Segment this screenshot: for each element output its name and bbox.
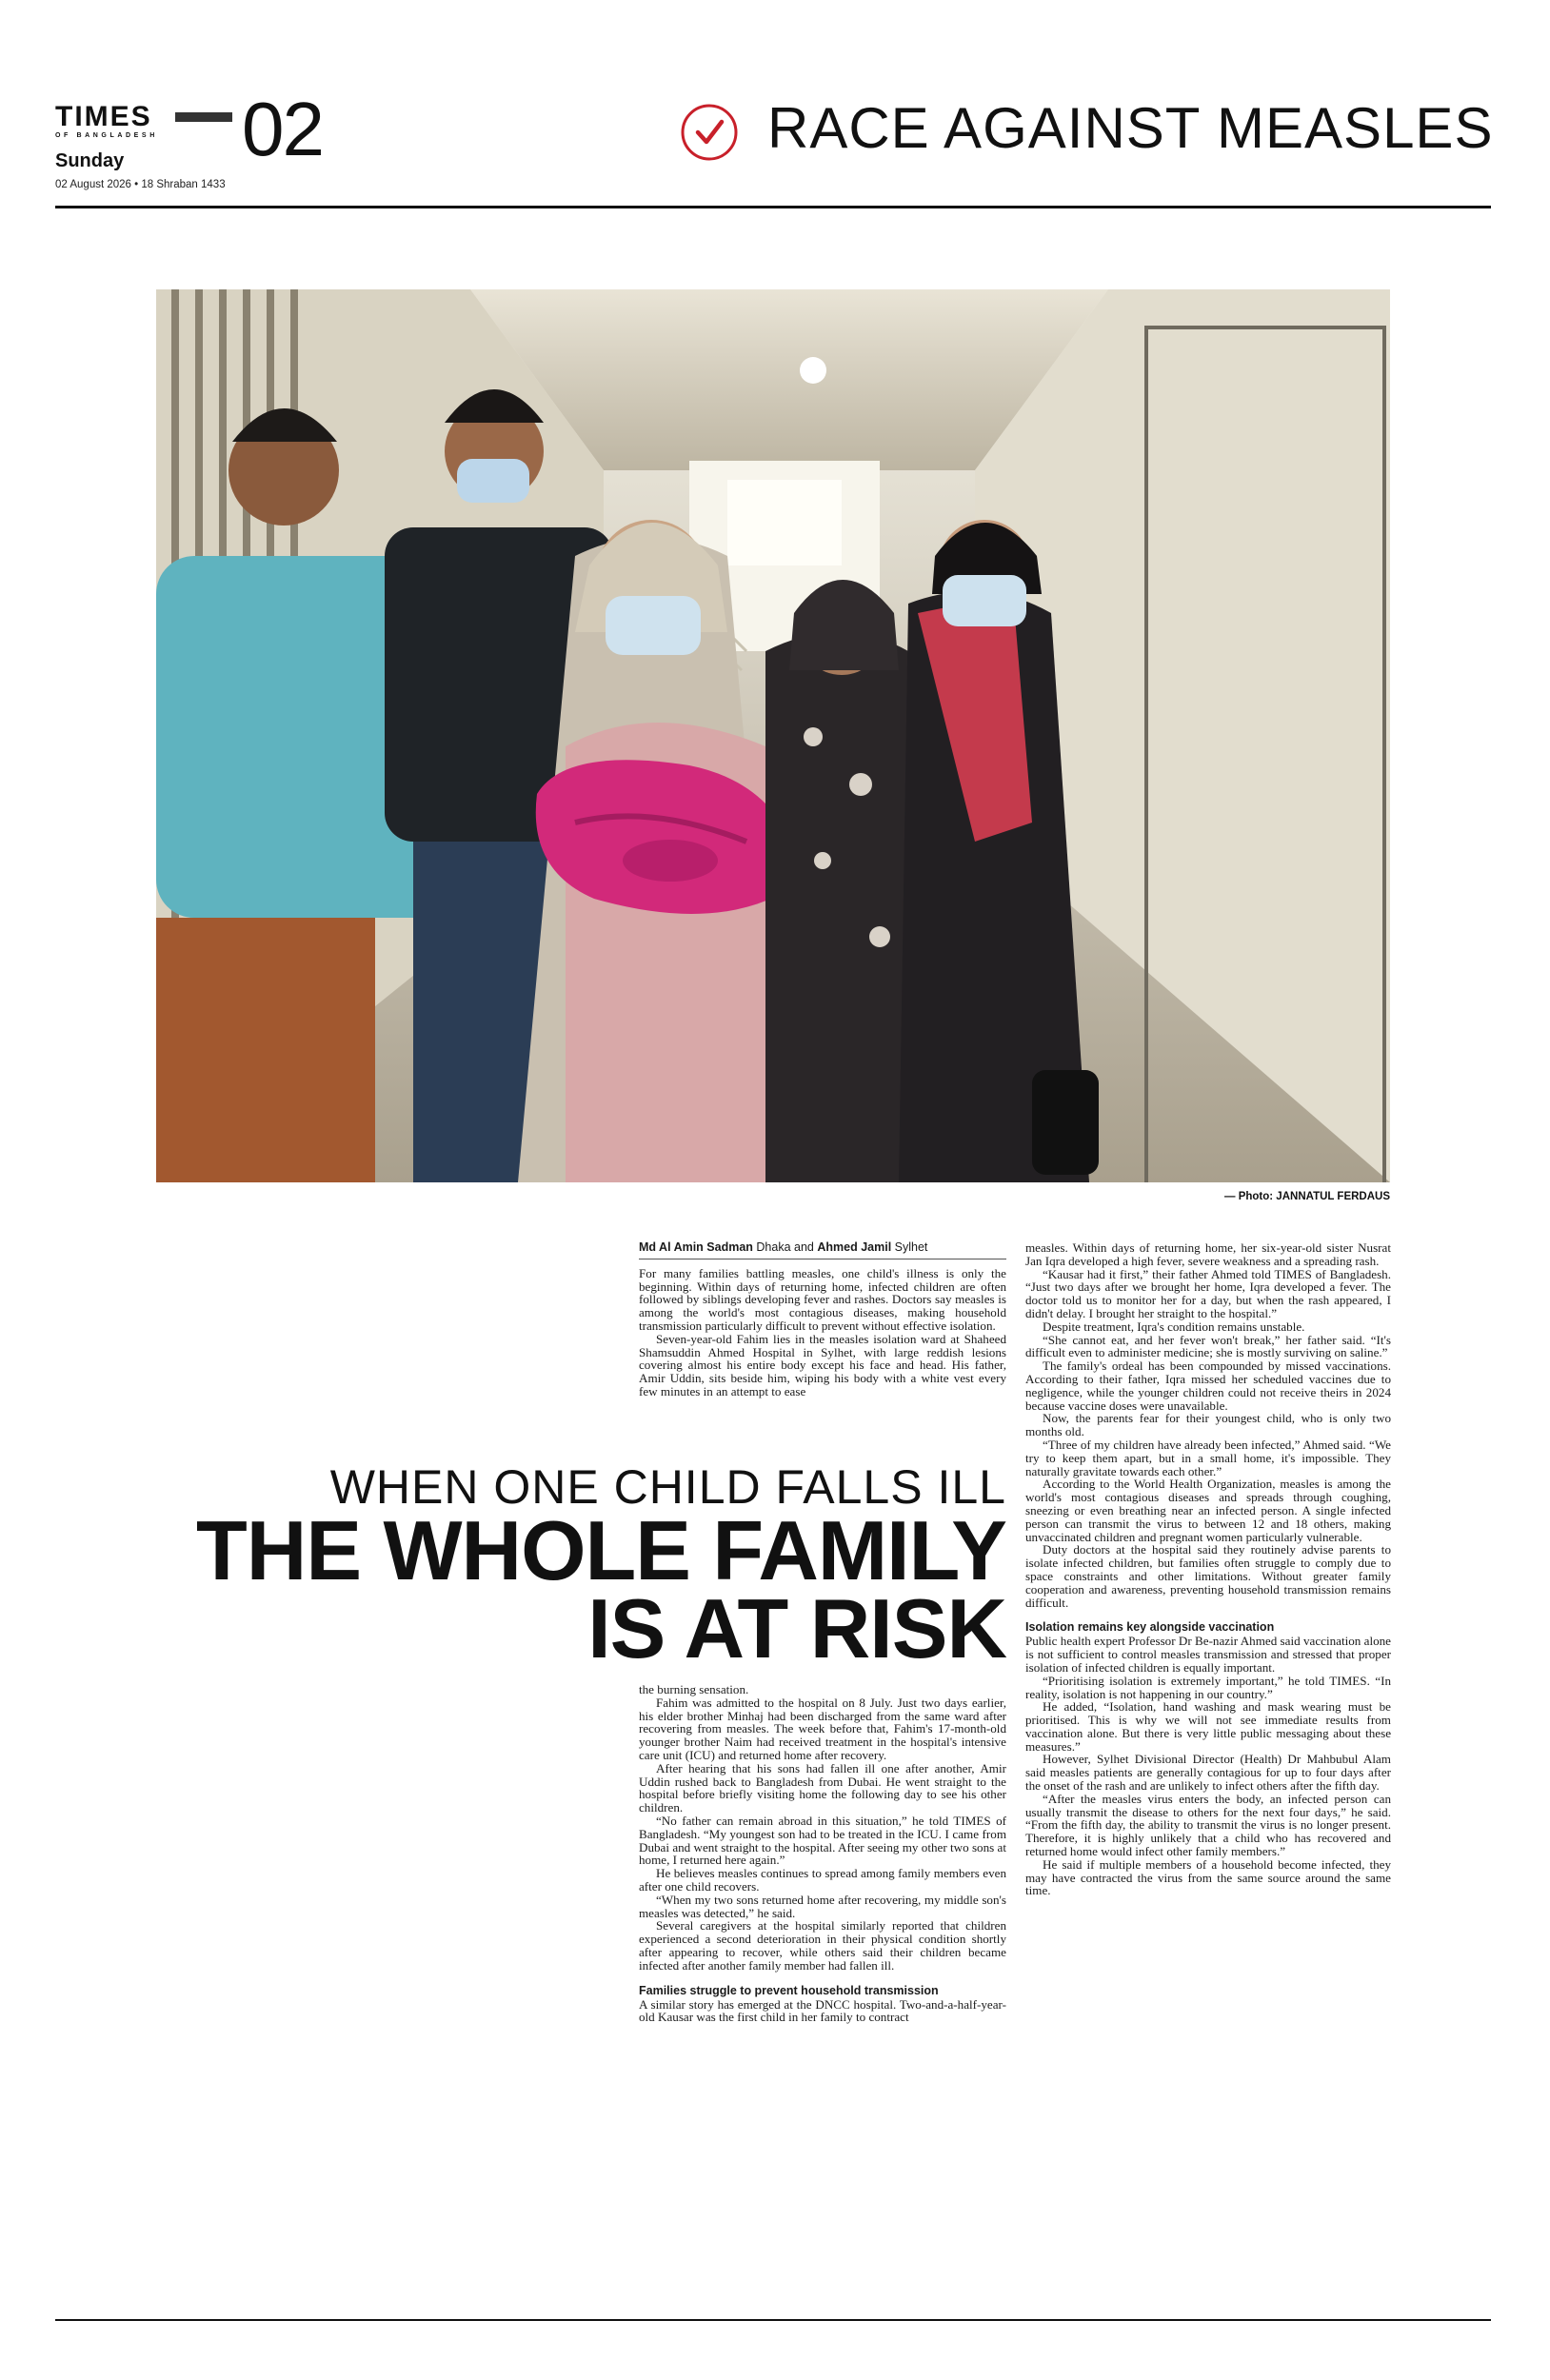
headline xyxy=(130,1503,1006,1676)
paragraph: He believes measles continues to spread among family members even after one child recovers. xyxy=(639,1866,1006,1894)
paragraph: After hearing that his sons had fallen ill one after another, Amir Uddin rushed back to Bangladesh from Dubai. He went straight to the hospital before briefly visiting home the following day to see his other children. xyxy=(639,1760,1006,1815)
article-column-b xyxy=(639,1683,1006,2024)
check-circle-icon xyxy=(680,103,739,162)
article-column-c xyxy=(1025,1241,1391,1897)
paragraph: Seven-year-old Fahim lies in the measles isolation ward at Shaheed Shamsuddin Ahmed Hospital in Sylhet, with large reddish lesions covering almost his entire body except his face and head. His father, Amir Uddin, sits beside him, wiping his body with a white vest every few minutes in an attempt to ease xyxy=(639,1331,1006,1398)
paragraph: measles. Within days of returning home, her six-year-old sister Nusrat Jan Iqra developed a high fever, severe weakness and a spreading rash. xyxy=(1025,1240,1391,1268)
page-number: 02 xyxy=(242,87,323,171)
headline-line-2: IS AT RISK xyxy=(587,1581,1006,1676)
paragraph: The family's ordeal has been compounded by missed vaccinations. According to their father, Iqra missed her scheduled vaccines due to negligence, while the younger children could not receive theirs in 2024 because vaccine doses were unavailable. xyxy=(1025,1359,1391,1413)
headline-line-1: THE WHOLE FAMILY xyxy=(196,1503,1006,1597)
bottom-rule xyxy=(55,2319,1491,2321)
paragraph: “She cannot eat, and her fever won't break,” her father said. “It's difficult even to administer medicine; she is mostly surviving on saline.” xyxy=(1025,1332,1391,1360)
byline-location-1: Dhaka and xyxy=(756,1240,814,1254)
lead-photo xyxy=(156,289,1390,1182)
subheading: Isolation remains key alongside vaccination xyxy=(1025,1620,1275,1635)
paragraph: “Kausar had it first,” their father Ahmed told TIMES of Bangladesh. “Just two days after we brought her home, Iqra developed a fever. The doctor told us to monitor her for a day, but when the rash appeared, I didn't delay. I brought her straight to the hospital.” xyxy=(1025,1266,1391,1320)
paragraph: the burning sensation. xyxy=(639,1682,749,1696)
masthead-logo: TIMES xyxy=(55,101,152,132)
byline-location-2: Sylhet xyxy=(894,1240,928,1254)
paragraph: “When my two sons returned home after recovering, my middle son's measles was detected,” he said. xyxy=(639,1892,1006,1920)
issue-day: Sunday xyxy=(55,150,125,171)
headline-kicker: WHEN ONE CHILD FALLS ILL xyxy=(329,1460,1006,1514)
paragraph: Public health expert Professor Dr Be-nazir Ahmed said vaccination alone is not sufficient to control measles transmission and stressed that proper isolation of infected children is equally important. xyxy=(1025,1634,1391,1675)
byline-author-1: Md Al Amin Sadman xyxy=(639,1240,753,1254)
photo-illustration xyxy=(156,289,1390,1182)
paragraph: “Three of my children have already been infected,” Ahmed said. “We try to keep them apart, but in a small home, it's impossible. They naturally gravitate towards each other.” xyxy=(1025,1437,1391,1478)
paragraph: He said if multiple members of a household become infected, they may have contracted the virus from the same source around the same time. xyxy=(1025,1856,1391,1898)
photo-credit: — Photo: JANNATUL FERDAUS xyxy=(1224,1191,1390,1202)
masthead-logo-subtitle: OF BANGLADESH xyxy=(55,132,158,139)
paragraph: Several caregivers at the hospital similarly reported that children experienced a second deterioration in their physical condition shortly after appearing to recover, while others said their children became infected after another family member had fallen ill. xyxy=(639,1918,1006,1973)
paragraph: “After the measles virus enters the body, an infected person can usually transmit the disease to others for the next four days,” he said. “From the fifth day, the ability to transmit the virus is no longer present. Therefore, it is highly unlikely that a child who has recovered and returned home would infect other family members.” xyxy=(1025,1791,1391,1859)
masthead-divider-bar xyxy=(175,112,232,122)
paragraph: Duty doctors at the hospital said they routinely advise parents to isolate infected children, but families often struggle to comply due to space constraints and other limitations. Without greater family cooperation and awareness, preventing household transmission remains difficult. xyxy=(1025,1542,1391,1610)
subheading: Families struggle to prevent household transmission xyxy=(639,1983,939,1997)
paragraph: He added, “Isolation, hand washing and mask wearing must be prioritised. This is why we will not see immediate results from vaccination alone. But there is very little public messaging about these measures.” xyxy=(1025,1699,1391,1754)
byline-author-2: Ahmed Jamil xyxy=(817,1240,892,1254)
section-title: RACE AGAINST MEASLES xyxy=(767,96,1494,160)
paragraph: However, Sylhet Divisional Director (Health) Dr Mahbubul Alam said measles patients are generally contagious for up to four days after the onset of the rash and are unlikely to infect others after the fifth day. xyxy=(1025,1752,1391,1794)
paragraph: According to the World Health Organization, measles is among the world's most contagious diseases and spreads through coughing, sneezing or even breathing near an infected person. A single infected person can transmit the virus to between 12 and 18 others, making unvaccinated children and pregnant women particularly vulnerable. xyxy=(1025,1477,1391,1544)
paragraph: “Prioritising isolation is extremely important,” he told TIMES. “In reality, isolation is not happening in our country.” xyxy=(1025,1673,1391,1701)
paragraph: Now, the parents fear for their youngest child, who is only two months old. xyxy=(1025,1411,1391,1439)
paragraph: Fahim was admitted to the hospital on 8 July. Just two days earlier, his elder brother Minhaj had been discharged from the same ward after recovering from measles. The week before that, Fahim's 17-month-old younger brother Naim had received treatment in the hospital's intensive care unit (ICU) and returned home after recovery. xyxy=(639,1695,1006,1762)
paragraph: For many families battling measles, one child's illness is only the beginning. Within days of returning home, infected children are often followed by siblings developing fever and rashes. Doctors say measles is among the world's most contagious diseases, making household transmission particularly difficult to prevent without effective isolation. xyxy=(639,1265,1006,1333)
article-column-a xyxy=(639,1241,1006,1398)
paragraph: “No father can remain abroad in this situation,” he told TIMES of Bangladesh. “My youngest son had to be treated in the ICU. I came from Dubai and went straight to the hospital. After seeing my other two sons at home, I returned here again.” xyxy=(639,1813,1006,1868)
byline xyxy=(639,1241,1006,1259)
issue-dateline: 02 August 2026 • 18 Shraban 1433 xyxy=(55,179,226,190)
top-rule xyxy=(55,206,1491,208)
paragraph: A similar story has emerged at the DNCC hospital. Two-and-a-half-year-old Kausar was the first child in her family to contract xyxy=(639,1996,1006,2025)
paragraph: Despite treatment, Iqra's condition remains unstable. xyxy=(1043,1319,1305,1334)
